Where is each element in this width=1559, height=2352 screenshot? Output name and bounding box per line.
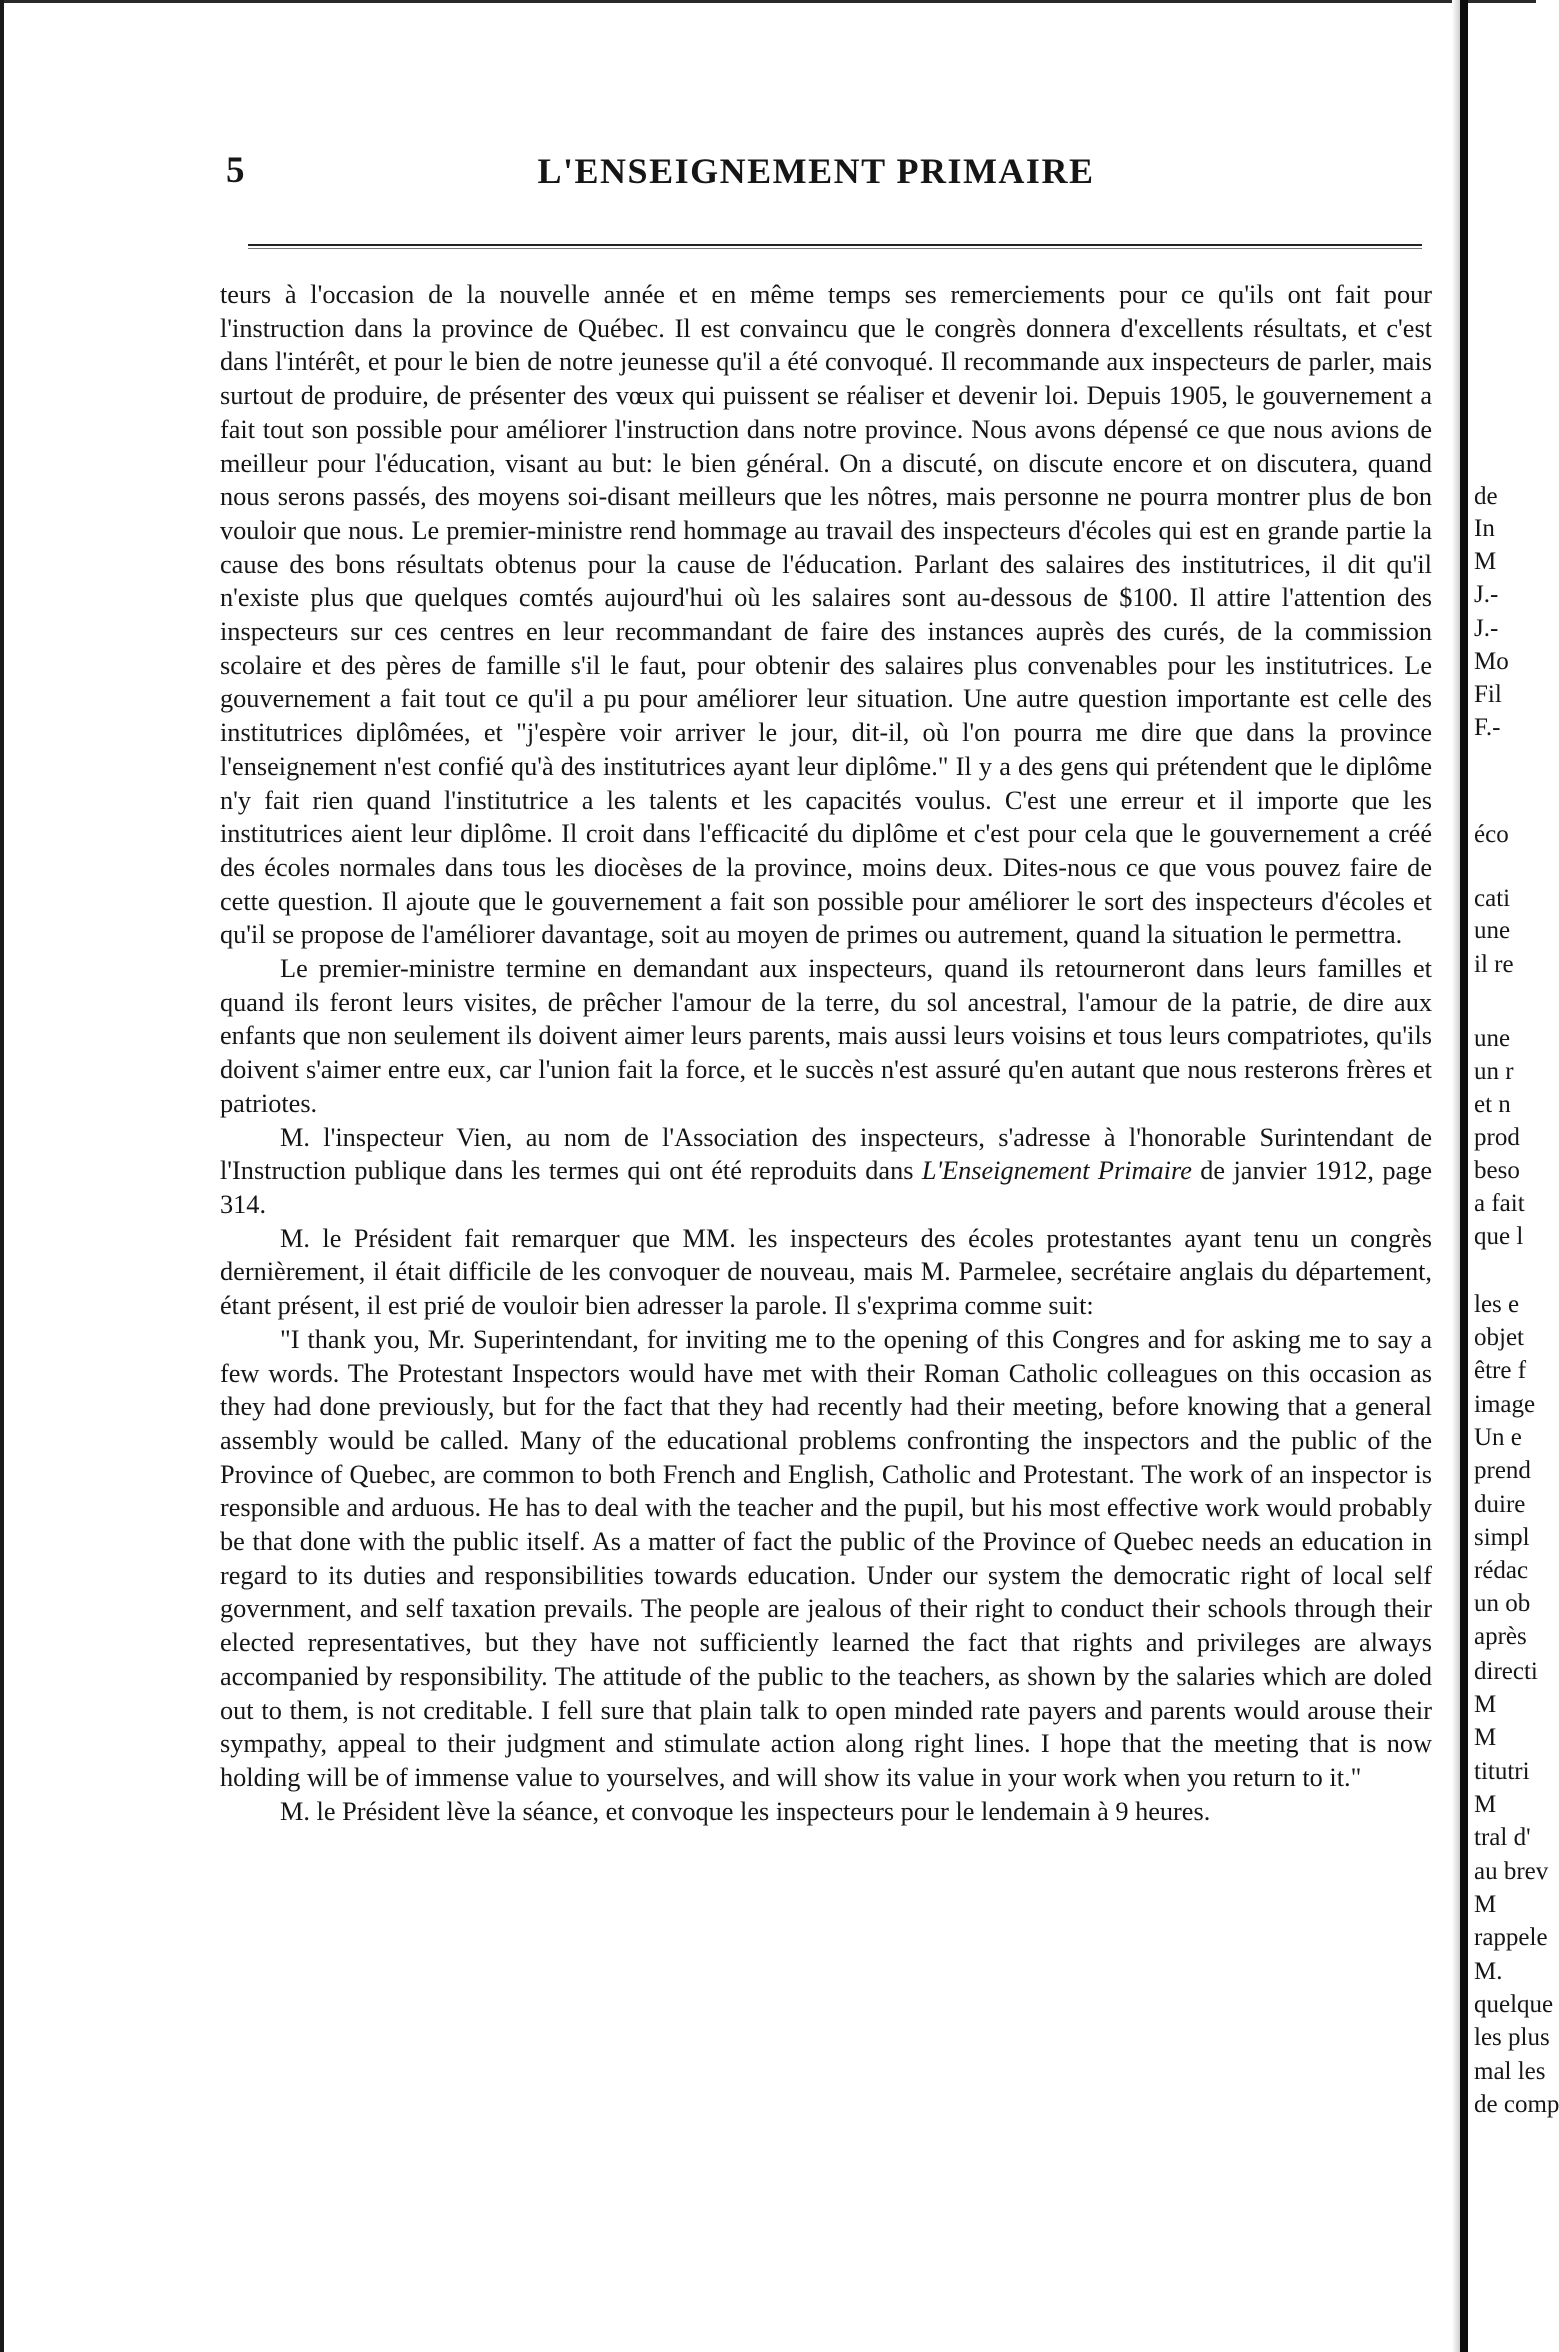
next-page-fragment: éco [1474,821,1509,848]
running-title: L'ENSEIGNEMENT PRIMAIRE [537,151,1095,191]
book-gutter [1460,0,1468,2352]
next-page-fragment: quelque [1474,1991,1554,2018]
next-page-fragment: beso [1474,1157,1520,1184]
next-page-fragment: de comp [1474,2091,1559,2118]
paragraph-6: M. le Président lève la séance, et convoque les inspecteurs pour le lendemain à 9 heures. [280,1796,1211,1826]
paragraph-1: teurs à l'occasion de la nouvelle année et en même temps ses remerciements pour ce qu'ils ont fait pour l'instruction dans la province de Québec. Il est convaincu que le congrès donnera d'excellents résultats, et c'est dans l'intérêt, et pour le bien de notre jeunesse qu'il a été convoqué. Il recommande aux inspecteurs de parler, mais surtout de produire, de présenter des vœux qui puissent se réaliser et devenir loi. Depuis 1905, le gouvernement a fait tout son possible pour améliorer l'instruction dans notre province. Nous avons dépensé ce que nous avions de meilleur pour l'éducation, visant au but: le bien général. On a discuté, on discute encore et on discutera, quand nous serons passés, des moyens soi-disant meilleurs que les nôtres, mais personne ne pourra montrer plus de bon vouloir que nous. Le premier-ministre rend hommage au travail des inspecteurs d'écoles qui est en grande partie la cause des bons résultats obtenus pour la cause de l'éducation. Parlant des salaires des institutrices, il dit qu'il n'existe plus que quelques comtés aujourd'hui où les salaires sont au-dessous de $100. Il attire l'attention des inspecteurs sur ces centres en leur recommandant de faire des instances auprès des curés, de la commission scolaire et des pères de famille s'il le faut, pour obtenir des salaires plus convenables pour les institutrices. Le gouvernement a fait tout ce qu'il a pu pour améliorer leur situation. Une autre question importante est celle des institutrices diplômées, et "j'espère voir arriver le jour, dit-il, où l'on pourra me dire que dans la province l'enseignement n'est confié qu'à des institutrices ayant leur diplôme." Il y a des gens qui prétendent que le diplôme n'y fait rien quand l'institutrice a les talents et les capacités voulus. C'est une erreur et il importe que les institutrices aient leur diplôme. Il croit dans l'efficacité du diplôme et c'est pour cela que le gouvernement a créé des écoles normales dans tous les diocèses de la province, moins deux. Dites-nous ce que vous pouvez faire de cette question. Il ajoute que le gouvernement a fait son possible pour améliorer le sort des inspecteurs d'écoles et qu'il se propose de l'améliorer davantage, soit au moyen de primes ou autrement, quand la situation le permettra. [220,280,1432,950]
next-page-fragment: il re [1474,951,1514,978]
next-page-fragment: M. [1474,1958,1503,1985]
header-rule-thin [248,248,1422,249]
next-page-fragment: M [1474,1891,1497,1918]
paragraph-3-text-before: M. l'inspecteur Vien, au nom de l'Association des inspecteurs, s'adresse à l'honorable Surintendant de l'Instruction publique dans les termes qui ont été reproduits dans [220,1122,1432,1186]
page [200,150,1433,1826]
next-page-fragment: simpl [1474,1524,1530,1551]
next-page-fragment: J.- [1474,581,1499,608]
next-page-fragment: que l [1474,1223,1524,1250]
next-page-fragment: M [1474,548,1497,575]
book-gutter-shadow [1452,0,1460,2352]
paragraph-5-quote: "I thank you, Mr. Superintendant, for inviting me to the opening of this Congres and for asking me to say a few words. The Protestant Inspectors would have met with their Roman Catholic colleagues on this occasion as they had done previously, but for the fact that they had recently had their meeting, before knowing that a general assembly would be called. Many of the educational problems confronting the inspectors and the public of the Province of Quebec, are common to both French and English, Catholic and Protestant. The work of an inspector is responsible and arduous. He has to deal with the teacher and the pupil, but his most effective work would probably be that done with the public itself. As a matter of fact the public of the Province of Quebec needs an education in regard to its duties and responsibilities towards education. Under our system the democratic right of local self government, and self taxation prevails. The people are jealous of their right to conduct their schools through their elected representatives, but they have not sufficiently learned the fact that rights and privileges are always accompanied by responsibility. The attitude of the public to the teachers, as shown by the salaries which are doled out to them, is not creditable. I fell sure that plain talk to open minded rate payers and parents would arouse their sympathy, appeal to their judgment and stimulate action along right lines. I hope that the meeting that is now holding will be of immense value to yourselves, and will show its value in your work when you return to it." [220,1324,1432,1792]
next-page-fragment: au brev [1474,1858,1549,1885]
next-page-fragment: rappele [1474,1924,1548,1951]
next-page-fragment: duire [1474,1491,1526,1518]
page-header [200,150,1432,192]
body-text [220,278,1432,1828]
next-page-fragment: après [1474,1623,1527,1650]
scan-top-edge [0,0,1536,3]
page-number: 5 [226,150,245,191]
next-page-fragment: image [1474,1391,1536,1418]
paragraph-4: M. le Président fait remarquer que MM. les inspecteurs des écoles protestantes ayant tenu un congrès dernièrement, il était difficile de les convoquer de nouveau, mais M. Parmelee, secrétaire anglais du département, étant présent, il est prié de vouloir bien adresser la parole. Il s'exprima comme suit: [220,1223,1432,1321]
next-page-fragment: objet [1474,1324,1524,1351]
next-page-fragment: une [1474,1025,1511,1052]
next-page-fragment: tral d' [1474,1824,1531,1851]
scan-left-edge [0,0,4,2352]
paragraph-3-text-after: de janvier 1912, page 314. [220,1156,1433,1219]
next-page-fragment: prod [1474,1124,1520,1151]
paragraph-2: Le premier-ministre termine en demandant aux inspecteurs, quand ils retourneront dans leurs familles et quand ils feront leurs visites, de prêcher l'amour de la terre, du sol ancestral, l'amour de la patrie, de dire aux enfants que non seulement ils doivent aimer leurs parents, mais aussi leurs voisins et tous leurs compatriotes, qu'ils doivent s'aimer entre eux, car l'union fait la force, et le succès n'est assuré qu'en autant que nous resterons frères et patriotes. [220,954,1432,1118]
next-page-fragment: a fait [1474,1190,1525,1217]
next-page-fragment: rédac [1474,1557,1529,1584]
next-page-fragment: un r [1474,1058,1514,1085]
header-rule-thick [248,244,1422,246]
paragraph-3 [220,1121,1432,1222]
next-page-fragment: M [1474,1724,1497,1751]
next-page-fragment: Fil [1474,681,1502,708]
next-page-fragment: In [1474,515,1495,542]
next-page-fragment: M [1474,1791,1497,1818]
next-page-fragment: un ob [1474,1590,1531,1617]
next-page-fragment: et n [1474,1091,1511,1118]
next-page-fragment: cati [1474,885,1511,912]
next-page-fragment: être f [1474,1357,1527,1384]
next-page-fragment: mal les [1474,2058,1546,2085]
next-page-edge [1472,0,1559,2352]
next-page-fragment: Un e [1474,1424,1522,1451]
next-page-fragment: de [1474,483,1498,510]
next-page-fragment: directi [1474,1658,1538,1685]
next-page-fragment: prend [1474,1457,1531,1484]
next-page-fragment: les plus [1474,2024,1550,2051]
next-page-fragment: les e [1474,1291,1520,1318]
next-page-fragment: une [1474,917,1511,944]
next-page-fragment: titutri [1474,1758,1530,1785]
next-page-fragment: F.- [1474,714,1501,741]
next-page-fragment: M [1474,1691,1497,1718]
next-page-fragment: J.- [1474,615,1499,642]
journal-title: L'Enseignement Primaire [921,1156,1192,1186]
next-page-fragment: Mo [1474,648,1509,675]
header-rule [248,244,1422,250]
